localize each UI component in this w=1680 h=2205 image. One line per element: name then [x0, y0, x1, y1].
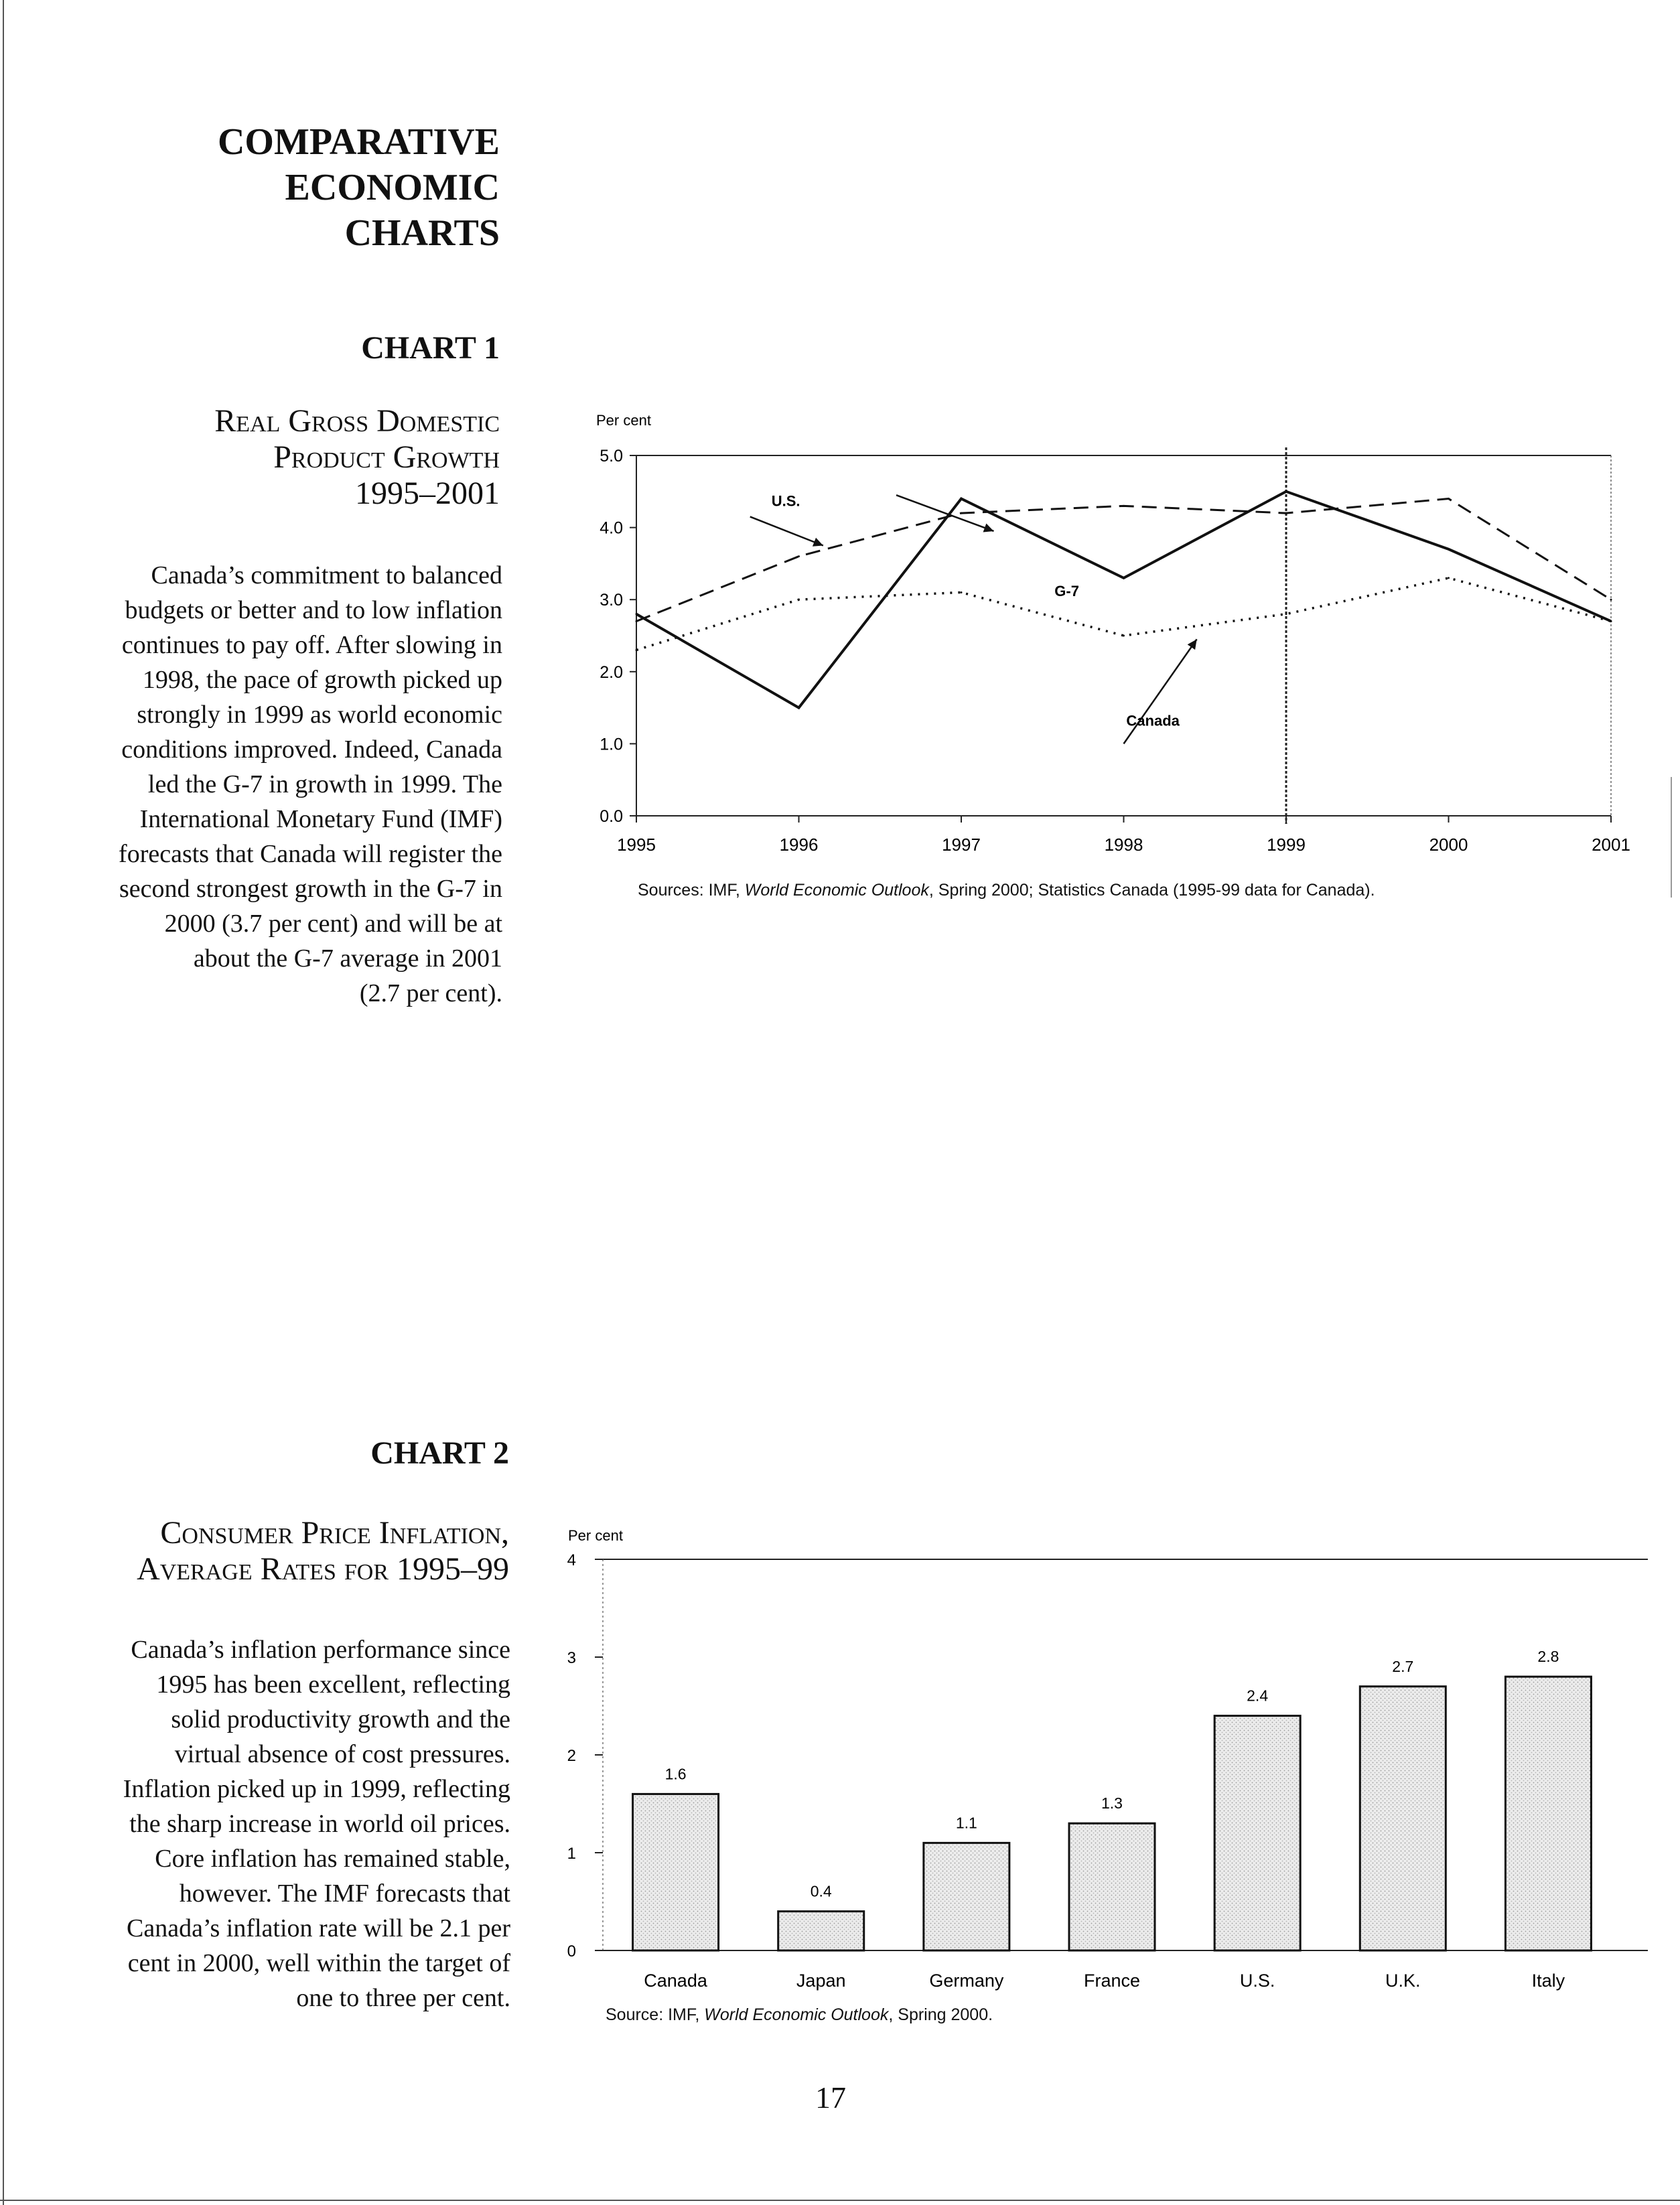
chart2-y-tick-label: 1 [567, 1845, 576, 1863]
chart2-heading-line: Average Rates for 1995–99 [137, 1551, 509, 1587]
chart1-desc-line: 1998, the pace of growth picked up [142, 666, 502, 694]
chart1-desc-line: Canada’s commitment to balanced [151, 561, 502, 589]
chart1-desc-line: 2000 (3.7 per cent) and will be at [164, 910, 502, 938]
chart2-desc-line: 1995 has been excellent, reflecting [156, 1670, 510, 1699]
chart2-desc-line: virtual absence of cost pressures. [174, 1740, 510, 1768]
chart1-heading [67, 403, 500, 512]
chart2-category-label: Germany [929, 1971, 1004, 1991]
chart1-callout-arrow-u-s [750, 516, 823, 545]
chart2-category-label: France [1083, 1971, 1141, 1991]
chart1-series-line-canada [636, 492, 1611, 708]
chart2-category-label: U.K. [1385, 1971, 1421, 1991]
chart2-data-label: 1.3 [1101, 1794, 1123, 1812]
chart1-point-g-7 [1285, 613, 1287, 615]
chart1-callout-arrowhead-canada [1188, 639, 1197, 650]
page-border-bottom [0, 2200, 1680, 2201]
chart2-desc-line: Canada’s inflation rate will be 2.1 per [127, 1914, 510, 1942]
chart2-data-label: 2.7 [1392, 1657, 1414, 1675]
chart1-y-tick-label: 4.0 [600, 518, 623, 538]
chart1-y-tick-label: 3.0 [600, 591, 623, 610]
chart2-desc-line: Canada’s inflation performance since [131, 1636, 510, 1664]
chart1-desc-line: forecasts that Canada will register the [119, 840, 502, 868]
chart1-point-g-7 [1123, 635, 1125, 637]
section-title-line: CHARTS [344, 212, 500, 254]
chart2-desc-line: Inflation picked up in 1999, reflecting [123, 1775, 510, 1803]
chart2-data-label: 1.6 [664, 1765, 687, 1783]
section-title-line: ECONOMIC [285, 167, 500, 208]
chart1-heading-line: 1995–2001 [355, 476, 500, 511]
chart2-y-tick-label: 3 [567, 1649, 576, 1667]
chart2-bar-japan [778, 1912, 864, 1950]
chart1-x-tick-label: 1999 [1267, 835, 1306, 855]
chart2-category-label: Italy [1531, 1971, 1565, 1991]
chart1-desc-line: International Monetary Fund (IMF) [139, 805, 502, 833]
chart1-desc-line: continues to pay off. After slowing in [121, 631, 502, 659]
chart2-category-label: Canada [644, 1971, 707, 1991]
chart1-series-line-g-7 [636, 578, 1611, 650]
chart2-data-label: 1.1 [955, 1814, 977, 1832]
chart2-desc-line: one to three per cent. [296, 1984, 510, 2012]
chart1-heading-line: Real Gross Domestic [214, 403, 500, 439]
chart1-desc-line: strongly in 1999 as world economic [137, 701, 502, 729]
chart2-source [606, 2005, 993, 2025]
page-border-right [1671, 777, 1672, 898]
chart1-x-tick-label: 2000 [1429, 835, 1468, 855]
chart2-heading [67, 1515, 509, 1587]
chart2-desc-line: the sharp increase in world oil prices. [129, 1810, 510, 1838]
chart1-y-tick-label: 0.0 [600, 807, 623, 826]
page-number: 17 [815, 2080, 846, 2115]
chart1-line-chart [563, 402, 1661, 884]
chart1-description [40, 558, 502, 1011]
chart2-desc-line: cent in 2000, well within the target of [127, 1949, 510, 1977]
chart1-desc-line: second strongest growth in the G-7 in [119, 875, 502, 903]
chart1-point-g-7 [1610, 620, 1612, 622]
chart1-x-tick-label: 1996 [779, 835, 819, 855]
chart1-point-u-s [1123, 505, 1125, 507]
section-title [134, 119, 500, 256]
chart2-bar-u-s [1214, 1716, 1300, 1950]
chart1-point-u-s [1448, 498, 1450, 500]
chart1-callout-arrow-g-7 [896, 495, 994, 531]
chart2-heading-line: Consumer Price Inflation, [160, 1515, 509, 1551]
chart2-desc-line: solid productivity growth and the [171, 1705, 510, 1733]
chart2-desc-line: Core inflation has remained stable, [155, 1845, 510, 1873]
chart2-y-tick-label: 0 [567, 1942, 576, 1961]
chart1-source [638, 881, 1375, 900]
chart1-x-tick-label: 1998 [1104, 835, 1143, 855]
chart1-source-italic: World Economic Outlook [744, 881, 929, 900]
chart2-bar-italy [1505, 1677, 1591, 1950]
chart1-ylabel: Per cent [596, 412, 651, 429]
chart1-point-canada [1448, 548, 1450, 550]
chart2-data-label: 2.8 [1537, 1648, 1559, 1666]
chart2-bar-germany [924, 1843, 1009, 1950]
chart1-desc-line: led the G-7 in growth in 1999. The [147, 770, 502, 798]
chart1-x-tick-label: 2001 [1592, 835, 1630, 855]
chart1-series-label-g-7: G-7 [1054, 582, 1079, 599]
chart1-series-label-u-s: U.S. [771, 492, 800, 510]
page-border-left [3, 0, 4, 2205]
chart1-desc-line: conditions improved. Indeed, Canada [121, 735, 502, 764]
chart1-point-canada [798, 707, 800, 709]
chart2-bar-u-k [1360, 1687, 1446, 1950]
chart2-ylabel: Per cent [568, 1527, 623, 1544]
chart1-x-tick-label: 1995 [617, 835, 656, 855]
chart1-desc-line: (2.7 per cent). [359, 979, 502, 1007]
chart1-point-u-s [798, 555, 800, 557]
section-title-line: COMPARATIVE [217, 121, 500, 163]
chart1-y-tick-label: 5.0 [600, 447, 623, 466]
chart2-data-label: 0.4 [810, 1882, 832, 1900]
chart1-point-canada [961, 498, 963, 500]
chart1-point-u-s [961, 512, 963, 514]
chart1-point-u-s [1285, 512, 1287, 514]
chart2-category-label: U.S. [1239, 1971, 1275, 1991]
chart2-description [40, 1632, 510, 2015]
chart2-desc-line: however. The IMF forecasts that [179, 1879, 510, 1908]
chart1-point-g-7 [961, 591, 963, 593]
chart1-point-u-s [636, 620, 638, 622]
chart1-y-tick-label: 1.0 [600, 735, 623, 754]
chart1-source-prefix: Sources: IMF, [638, 881, 745, 900]
chart1-series-label-canada: Canada [1126, 712, 1180, 729]
chart1-point-u-s [1610, 599, 1612, 601]
chart1-desc-line: about the G-7 average in 2001 [193, 944, 502, 973]
chart1-label: CHART 1 [361, 330, 500, 366]
chart1-source-suffix: , Spring 2000; Statistics Canada (1995-99 data for Canada). [928, 881, 1375, 900]
chart1-point-canada [1123, 577, 1125, 579]
chart2-category-label: Japan [796, 1971, 846, 1991]
chart1-point-canada [636, 613, 638, 615]
chart2-source-prefix: Source: IMF, [606, 2005, 705, 2024]
chart2-source-italic: World Economic Outlook [704, 2005, 889, 2024]
chart2-bar-canada [633, 1794, 719, 1950]
chart2-bar-france [1069, 1823, 1155, 1950]
chart1-point-canada [1285, 490, 1287, 492]
chart2-y-tick-label: 4 [567, 1551, 576, 1569]
chart1-y-tick-label: 2.0 [600, 662, 623, 682]
chart1-series-line-u-s [636, 499, 1611, 622]
chart2-data-label: 2.4 [1247, 1687, 1269, 1705]
chart1-desc-line: budgets or better and to low inflation [125, 596, 502, 624]
chart1-point-g-7 [798, 599, 800, 601]
chart1-point-g-7 [636, 649, 638, 651]
chart2-y-tick-label: 2 [567, 1747, 576, 1765]
chart1-point-g-7 [1448, 577, 1450, 579]
chart1-x-tick-label: 1997 [942, 835, 981, 855]
chart1-heading-line: Product Growth [273, 439, 500, 475]
chart2-bar-chart [556, 1520, 1661, 2003]
chart2-label: CHART 2 [370, 1435, 509, 1471]
chart2-source-suffix: , Spring 2000. [888, 2005, 993, 2024]
